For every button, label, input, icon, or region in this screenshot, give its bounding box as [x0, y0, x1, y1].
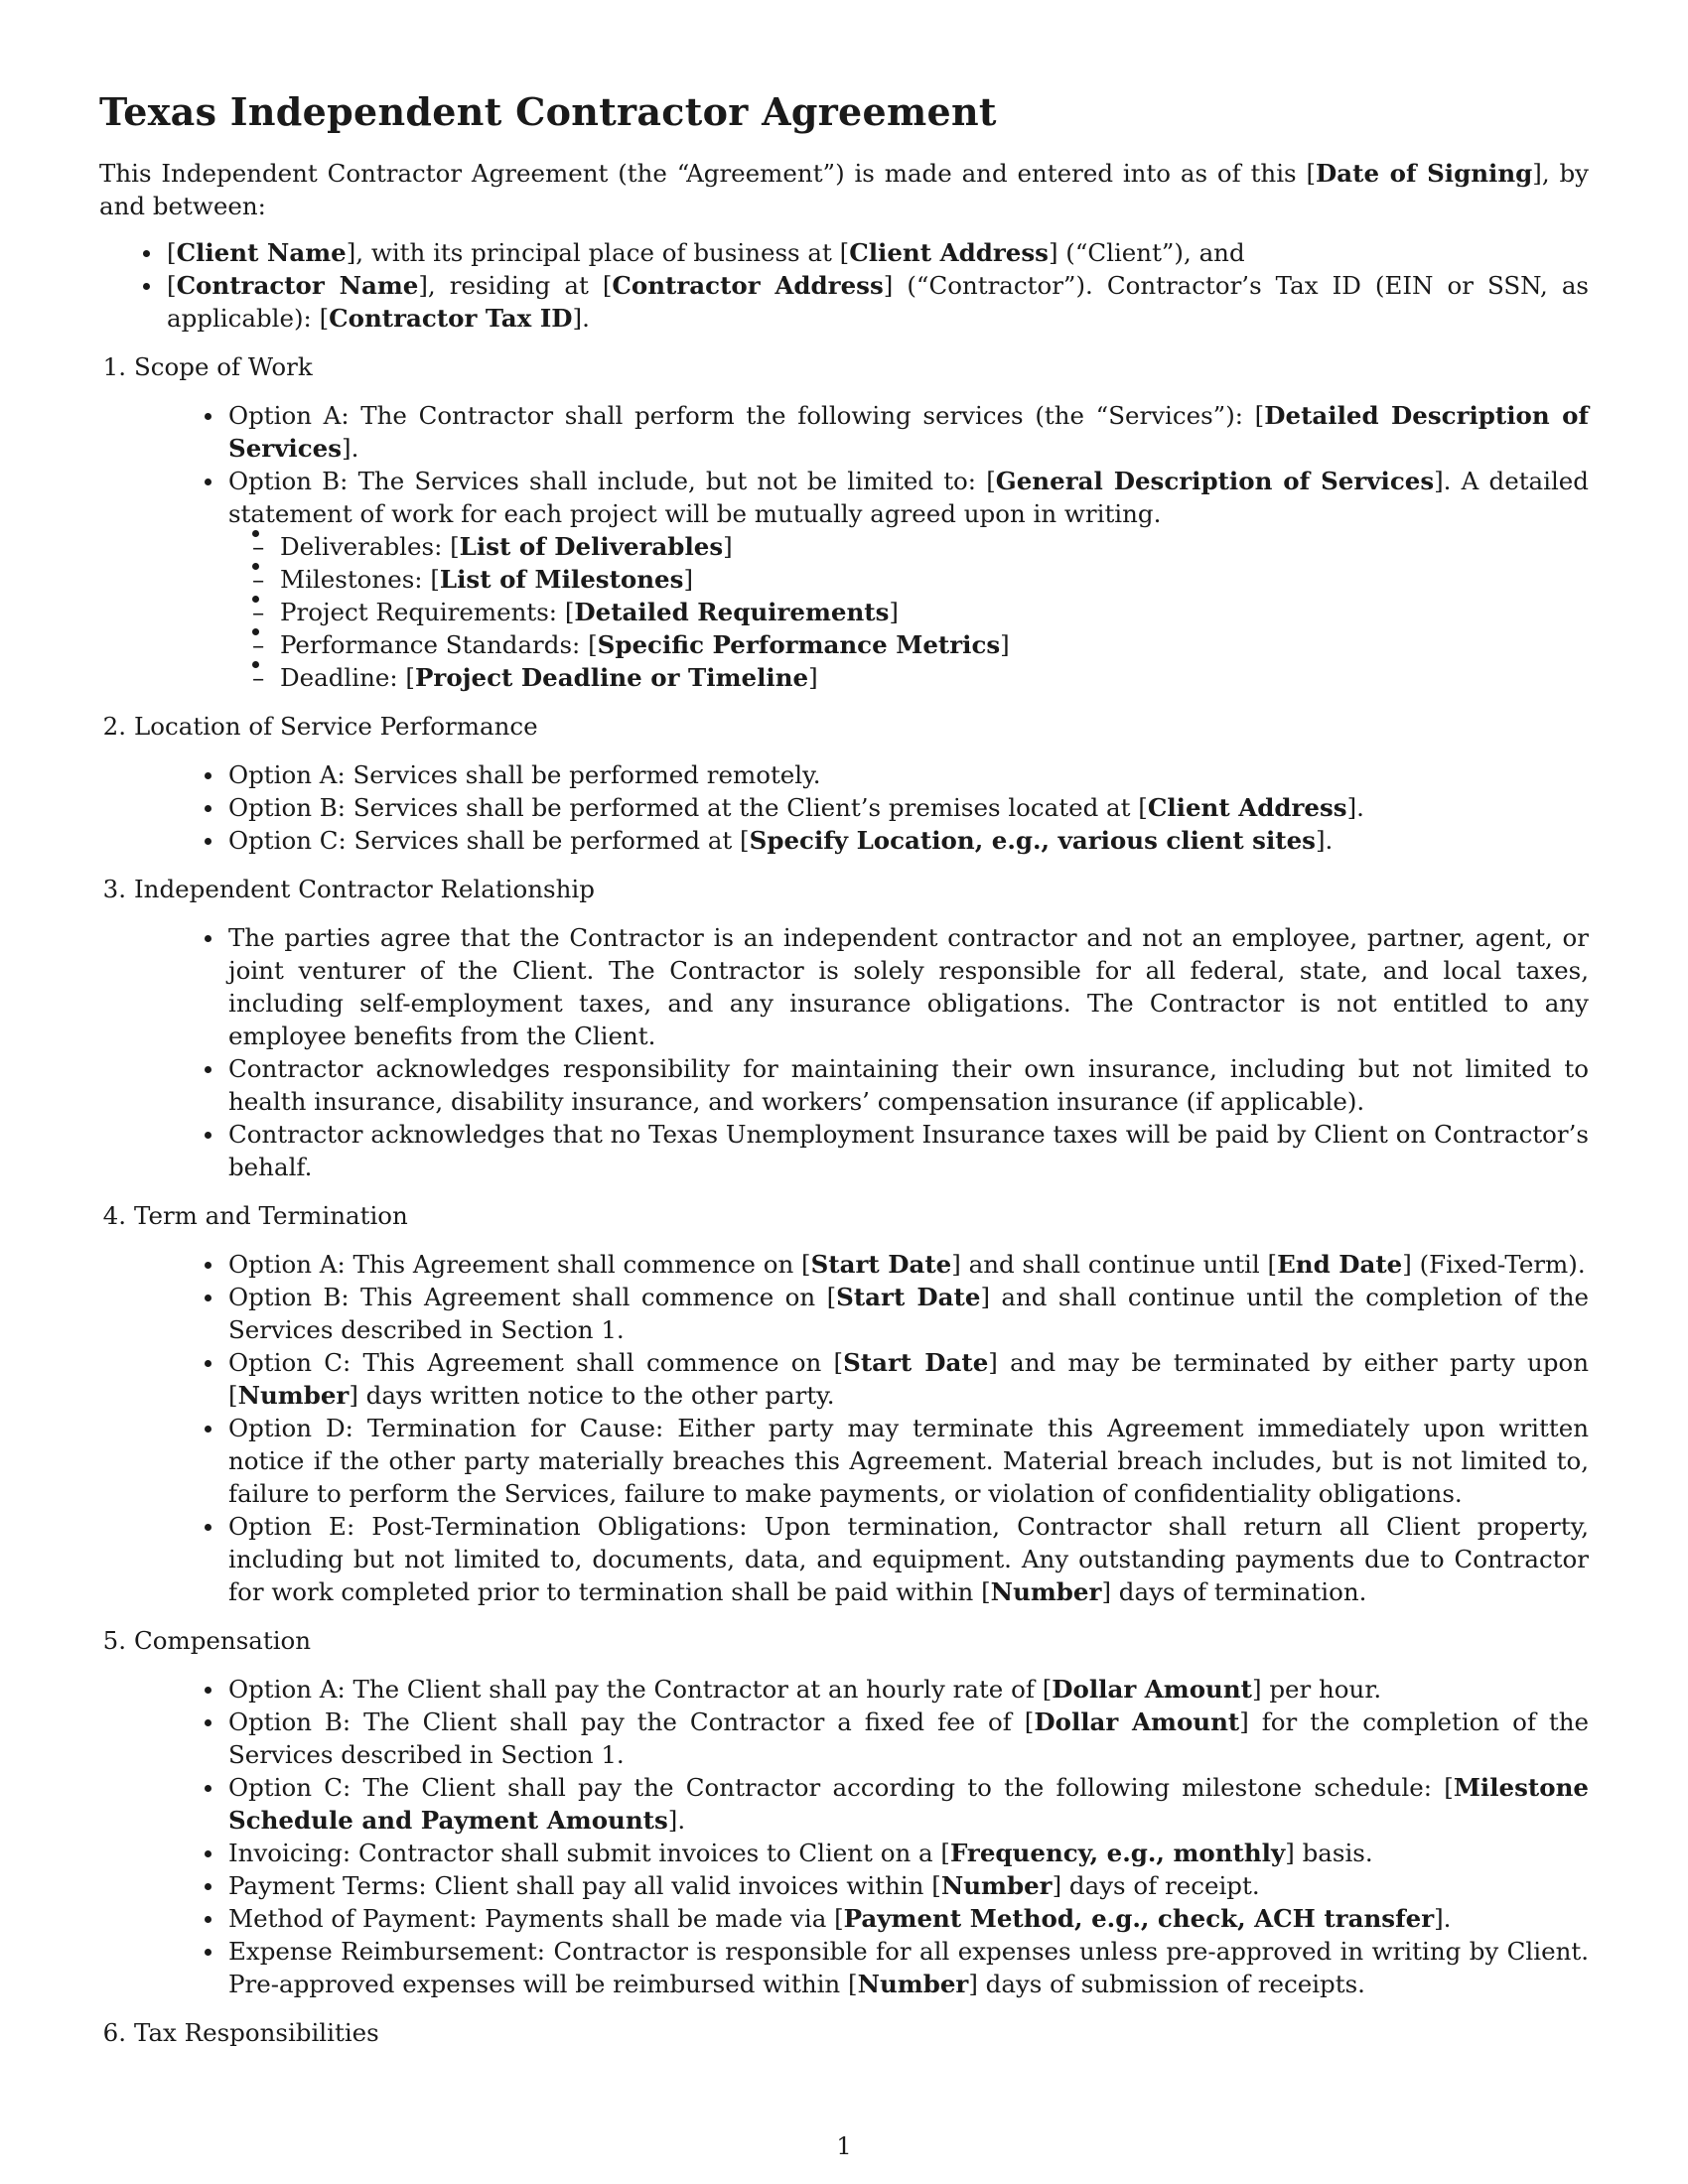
list-item: Option B: The Client shall pay the Contractor a fixed fee of [Dollar Amount] for the completion of the Services described in Section 1.: [228, 1706, 1590, 1769]
section-heading: 4. Term and Termination: [99, 1199, 1589, 1232]
placeholder-client-name: Client Name: [176, 237, 347, 267]
list-item: Contractor acknowledges that no Texas Unemployment Insurance taxes will be paid by Client on Contractor’s behalf.: [228, 1119, 1589, 1181]
parties-list: [99, 236, 1589, 335]
list-item: Option C: This Agreement shall commence on [Start Date] and may be terminated by either party upon [Number] days written notice to the other party.: [228, 1347, 1589, 1410]
section-title: Tax Responsibilities: [134, 2017, 379, 2047]
sub-item-performance: – Performance Standards: [Specific Performance Metrics]: [280, 628, 1589, 661]
placeholder-client-address: Client Address: [849, 237, 1049, 267]
list-item: Option A: This Agreement shall commence on [Start Date] and shall continue until [End Date] (Fixed-Term).: [228, 1248, 1589, 1281]
section-items: [99, 758, 1589, 857]
section-tax-responsibilities: [99, 2016, 1589, 2049]
section-items: [99, 1673, 1589, 2000]
list-item: Contractor acknowledges responsibility for maintaining their own insurance, including but not limited to health insurance, disability insurance, and workers’ compensation insurance (if applicable).: [228, 1053, 1589, 1116]
sub-item-milestones: – Milestones: [List of Milestones]: [280, 563, 1589, 596]
placeholder-contractor-tax-id: Contractor Tax ID: [329, 303, 573, 333]
placeholder-date-of-signing: Date of Signing: [1316, 158, 1533, 188]
section-heading: 1. Scope of Work: [99, 350, 1589, 383]
list-item: Expense Reimbursement: Contractor is responsible for all expenses unless pre-approved in writing by Client. Pre-approved expenses will be reimbursed within [Number] days of submission of receipts.: [228, 1936, 1589, 1998]
sub-item-requirements: – Project Requirements: [Detailed Requirements]: [280, 596, 1589, 628]
sub-item-deadline: – Deadline: [Project Deadline or Timeline]: [280, 661, 1589, 694]
list-item: Option B: Services shall be performed at the Client’s premises located at [Client Address].: [228, 791, 1589, 824]
section-title: Compensation: [134, 1625, 312, 1655]
section-items: [99, 921, 1589, 1183]
document-title: Texas Independent Contractor Agreement: [99, 89, 997, 134]
intro-text-end: ], by and between:: [99, 158, 1589, 220]
list-item: Option C: Services shall be performed at [Specify Location, e.g., various client sites].: [228, 824, 1589, 857]
placeholder-contractor-name: Contractor Name: [176, 270, 419, 300]
placeholder-contractor-address: Contractor Address: [612, 270, 884, 300]
section-heading: 5. Compensation: [99, 1624, 1589, 1657]
list-item: The parties agree that the Contractor is an independent contractor and not an employee, partner, agent, or joint venturer of the Client. The Contractor is solely responsible for all federal, state, and local taxes, including self-employment taxes, and any insurance obligations. The Contractor is not entitled to any employee benefits from the Client.: [228, 922, 1589, 1050]
section-heading: 2. Location of Service Performance: [99, 710, 1589, 743]
section-items: [99, 399, 1589, 694]
section-items: [99, 1248, 1589, 1608]
section-term-termination: [99, 1199, 1589, 1608]
section-title: Location of Service Performance: [134, 711, 538, 741]
page-number: 1: [836, 2132, 852, 2160]
section-compensation: [99, 1624, 1589, 2000]
section-title: Term and Termination: [134, 1200, 408, 1230]
list-item: Option A: Services shall be performed remotely.: [228, 758, 1589, 791]
list-item: Invoicing: Contractor shall submit invoices to Client on a [Frequency, e.g., monthly] basis.: [228, 1837, 1589, 1869]
sub-list: [228, 530, 1589, 694]
party-client: [Client Name], with its principal place of business at [Client Address] (“Client”), and: [167, 236, 1589, 269]
intro-text: This Independent Contractor Agreement (the “Agreement”) is made and entered into as of this [: [99, 158, 1316, 188]
section-title: Independent Contractor Relationship: [134, 874, 595, 903]
party-contractor: [Contractor Name], residing at [Contractor Address] (“Contractor”). Contractor’s Tax ID (EIN or SSN, as applicable): [Contractor Tax ID].: [167, 270, 1589, 333]
list-item: Option D: Termination for Cause: Either party may terminate this Agreement immediately upon written notice if the other party materially breaches this Agreement. Material breach includes, but is not limited to, failure to perform the Services, failure to make payments, or violation of confidentiality obligations.: [228, 1413, 1589, 1508]
list-item: Method of Payment: Payments shall be made via [Payment Method, e.g., check, ACH transfer].: [228, 1902, 1589, 1935]
list-item: Payment Terms: Client shall pay all valid invoices within [Number] days of receipt.: [228, 1869, 1589, 1902]
list-item: Option A: The Contractor shall perform the following services (the “Services”): [Detailed Description of Services].: [228, 400, 1590, 463]
section-heading: 3. Independent Contractor Relationship: [99, 873, 1589, 905]
list-item: Option A: The Client shall pay the Contractor at an hourly rate of [Dollar Amount] per hour.: [228, 1673, 1589, 1706]
list-item: Option B: The Services shall include, but not be limited to: [General Description of Services]. A detailed statement of work for each project will be mutually agreed upon in writing. – Deliverables: [List of Deliverables] – Milestones: [List of Milestones] – Project Requirements: [Detailed Requirements] – Performance Standards: [Specific Performance Metrics] – Deadline: [Project Deadline or Timeline]: [228, 465, 1589, 694]
section-location: [99, 710, 1589, 857]
document-page: [99, 0, 1589, 2049]
intro-paragraph: [99, 157, 1589, 222]
section-heading: 6. Tax Responsibilities: [99, 2016, 1589, 2049]
list-item: Option B: This Agreement shall commence on [Start Date] and shall continue until the completion of the Services described in Section 1.: [228, 1282, 1589, 1344]
list-item: Option C: The Client shall pay the Contractor according to the following milestone schedule: [Milestone Schedule and Payment Amounts].: [228, 1772, 1589, 1835]
section-scope-of-work: [99, 350, 1589, 694]
section-relationship: [99, 873, 1589, 1183]
list-item: Option E: Post-Termination Obligations: Upon termination, Contractor shall return all Client property, including but not limited to, documents, data, and equipment. Any outstanding payments due to Contractor for work completed prior to termination shall be paid within [Number] days of termination.: [228, 1511, 1589, 1606]
sub-item-deliverables: – Deliverables: [List of Deliverables]: [280, 530, 1589, 563]
section-title: Scope of Work: [134, 351, 313, 381]
